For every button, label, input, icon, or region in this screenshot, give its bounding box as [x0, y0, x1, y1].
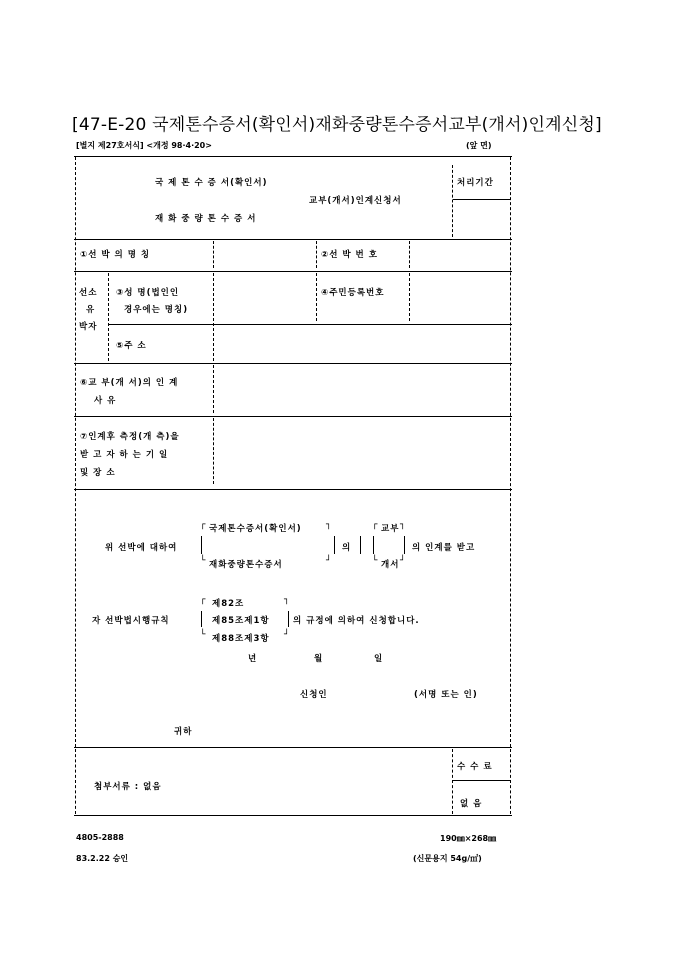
header-line3: 재 화 중 량 톤 수 증 서 — [155, 214, 257, 224]
fee-value: 없 음 — [460, 799, 483, 809]
fee-label: 수 수 료 — [457, 762, 493, 772]
article-3: 제88조제3항 — [212, 634, 270, 644]
applicant-label: 신청인 — [300, 690, 328, 700]
law-tail: 의 규정에 의하여 신청합니다. — [293, 616, 420, 626]
name-label-1: ③성 명(법인인 — [116, 288, 180, 298]
date-day: 일 — [374, 654, 384, 664]
cert-option-2: 재화중량톤수증서 — [209, 560, 283, 570]
form-number: 4805-2888 — [76, 833, 124, 842]
reason-label-2: 사 유 — [94, 396, 117, 406]
page-side: (앞 면) — [466, 141, 492, 150]
ship-number-label: ②선 박 번 호 — [321, 250, 378, 260]
owner-label-2: 유 — [86, 305, 96, 315]
resident-number-label: ④주민등록번호 — [321, 288, 385, 298]
ship-name-label: ①선 박 의 명 칭 — [80, 250, 151, 260]
statement-of: 의 — [342, 543, 352, 553]
approval-date: 83.2.22 승인 — [76, 854, 129, 863]
left-border — [75, 157, 76, 747]
issue-option-2: 개서 — [381, 560, 400, 570]
form-title: [47-E-20 국제톤수증서(확인서)재화중량톤수증서교부(개서)인계신청] — [72, 115, 602, 135]
address-label: ⑤주 소 — [116, 341, 147, 351]
owner-label-1: 선소 — [79, 288, 98, 298]
addressee-label: 귀하 — [174, 727, 193, 737]
header-line1: 국 제 톤 수 증 서(확인서) — [155, 178, 268, 188]
signature-label: (서명 또는 인) — [414, 690, 478, 700]
place-label-1: ⑦인계후 측정(개 측)을 — [80, 432, 180, 442]
statement-lead: 위 선박에 대하여 — [105, 543, 178, 553]
top-border — [74, 156, 512, 157]
owner-label-3: 박자 — [79, 322, 98, 332]
date-year: 년 — [248, 654, 258, 664]
right-border — [510, 157, 511, 747]
header-line2: 교부(개서)인계신청서 — [309, 196, 402, 206]
law-lead: 자 선박법시행규칙 — [92, 616, 170, 626]
cert-option-1: 국제톤수증서(확인서) — [209, 524, 302, 534]
attachments-label: 첨부서류 : 없음 — [94, 782, 162, 792]
processing-divider — [453, 199, 510, 200]
paper-size: 190㎜×268㎜ — [440, 834, 497, 843]
place-label-3: 및 장 소 — [80, 468, 116, 478]
date-month: 월 — [314, 654, 324, 664]
statement-tail: 의 인계를 받고 — [412, 543, 476, 553]
header-divider — [452, 165, 453, 237]
reason-label-1: ⑥교 부(개 서)의 인 계 — [80, 378, 179, 388]
paper-type: (신문용지 54g/㎡) — [413, 854, 482, 863]
article-2: 제85조제1항 — [212, 616, 270, 626]
processing-period-label: 처리기간 — [457, 178, 494, 188]
article-1: 제82조 — [212, 599, 245, 609]
place-label-2: 받 고 자 하 는 기 일 — [80, 450, 169, 460]
name-label-2: 경우에는 명칭) — [124, 305, 189, 315]
issue-option-1: 교부 — [381, 524, 400, 534]
form-code: [별지 제27호서식] <개정 98·4·20> — [76, 141, 212, 150]
